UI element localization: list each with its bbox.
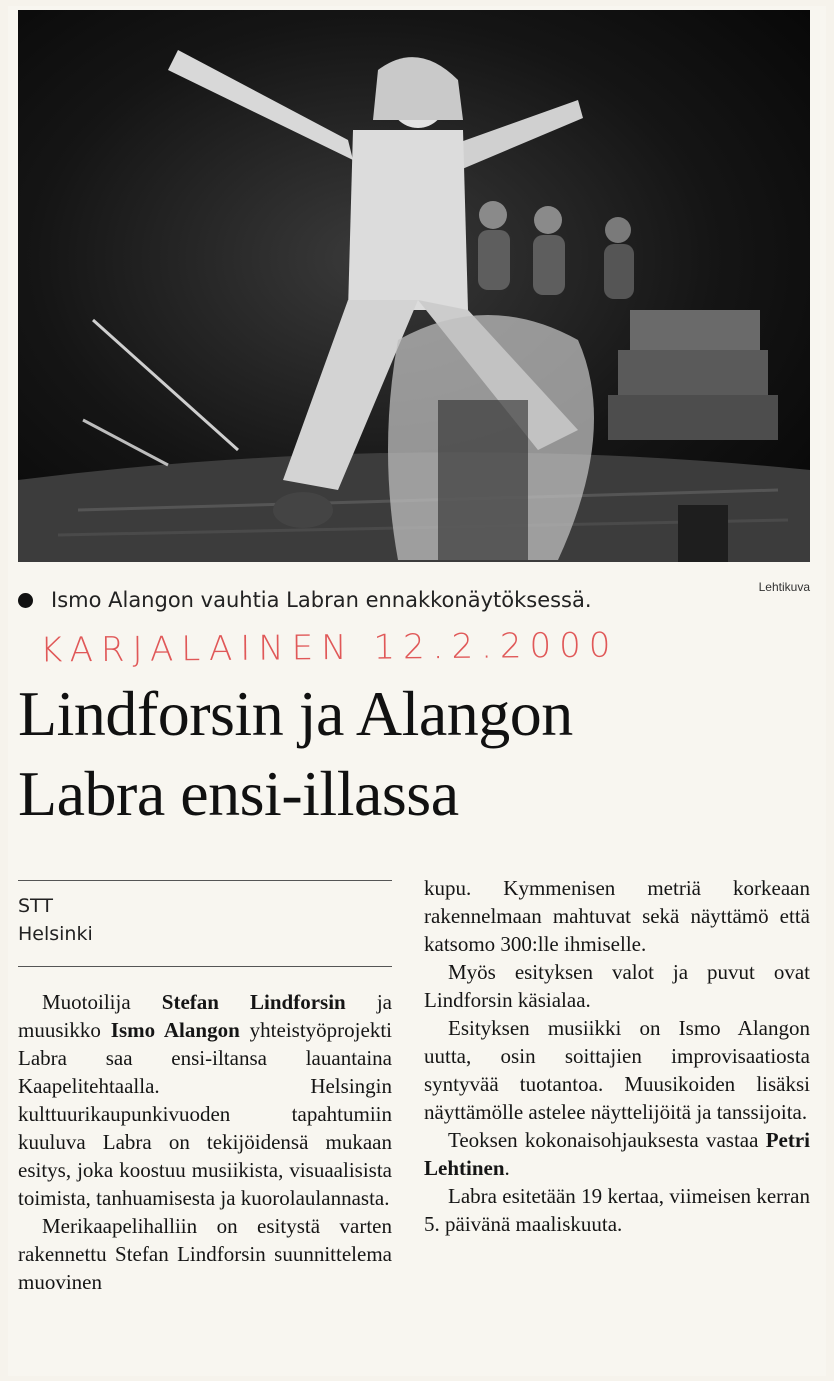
headline-line-1: Lindforsin ja Alangon: [18, 678, 573, 749]
person-name: Ismo Alangon: [110, 1018, 240, 1042]
person-name: Stefan Lindforsin: [161, 990, 346, 1014]
byline: [18, 892, 93, 948]
paragraph: Teoksen kokonaisohjauksesta vastaa Petri Lehtinen.: [424, 1128, 810, 1180]
person-name: Petri Lehtinen: [424, 1128, 810, 1180]
paragraph: kupu. Kymmenisen metriä korkeaan rakennelmaan mahtuvat sekä näyttämö että katsomo 300:lle ihmiselle.: [424, 876, 810, 956]
paragraph: Muotoilija Stefan Lindforsin ja muusikko Ismo Alangon yhteistyöprojekti Labra saa ensi-iltansa lauantaina Kaapelitehtaalla. Helsingin kulttuurikaupunkivuoden tapahtumiin kuuluva Labra on tekijöidensä mukaan esitys, joka koostuu musiikista, visuaalisista toimista, tanhuamisesta ja kuorolaulannasta.: [18, 990, 392, 1210]
paragraph: Esityksen musiikki on Ismo Alangon uutta, osin soittajien improvisaatiosta syntyvää tuotantoa. Muusikoiden lisäksi näyttämölle astelee näyttelijöitä ja tanssijoita.: [424, 1016, 810, 1124]
byline-place: Helsinki: [18, 923, 93, 945]
paragraph: Labra esitetään 19 kertaa, viimeisen kerran 5. päivänä maaliskuuta.: [424, 1184, 810, 1236]
caption-text: Ismo Alangon vauhtia Labran ennakkonäytöksessä.: [51, 588, 592, 612]
headline-line-2: Labra ensi-illassa: [18, 758, 459, 829]
article-column-1: [18, 988, 392, 1296]
bullet-icon: [18, 593, 33, 608]
paragraph: Myös esityksen valot ja puvut ovat Lindforsin käsialaa.: [424, 960, 810, 1012]
byline-rule-top: [18, 880, 392, 881]
handwritten-source-note: KARJALAINEN 12.2.2000: [39, 625, 619, 671]
paragraph: Merikaapelihalliin on esitystä varten rakennettu Stefan Lindforsin suunnittelema muovinen: [18, 1214, 392, 1294]
performer-illustration: [18, 10, 810, 562]
stage-photo: [18, 10, 810, 562]
article-column-2: [424, 874, 810, 1238]
photo-credit: Lehtikuva: [758, 580, 810, 594]
photo-caption: [18, 588, 798, 612]
article-headline: [18, 674, 818, 834]
byline-rule-bottom: [18, 966, 392, 967]
byline-agency: STT: [18, 895, 53, 917]
